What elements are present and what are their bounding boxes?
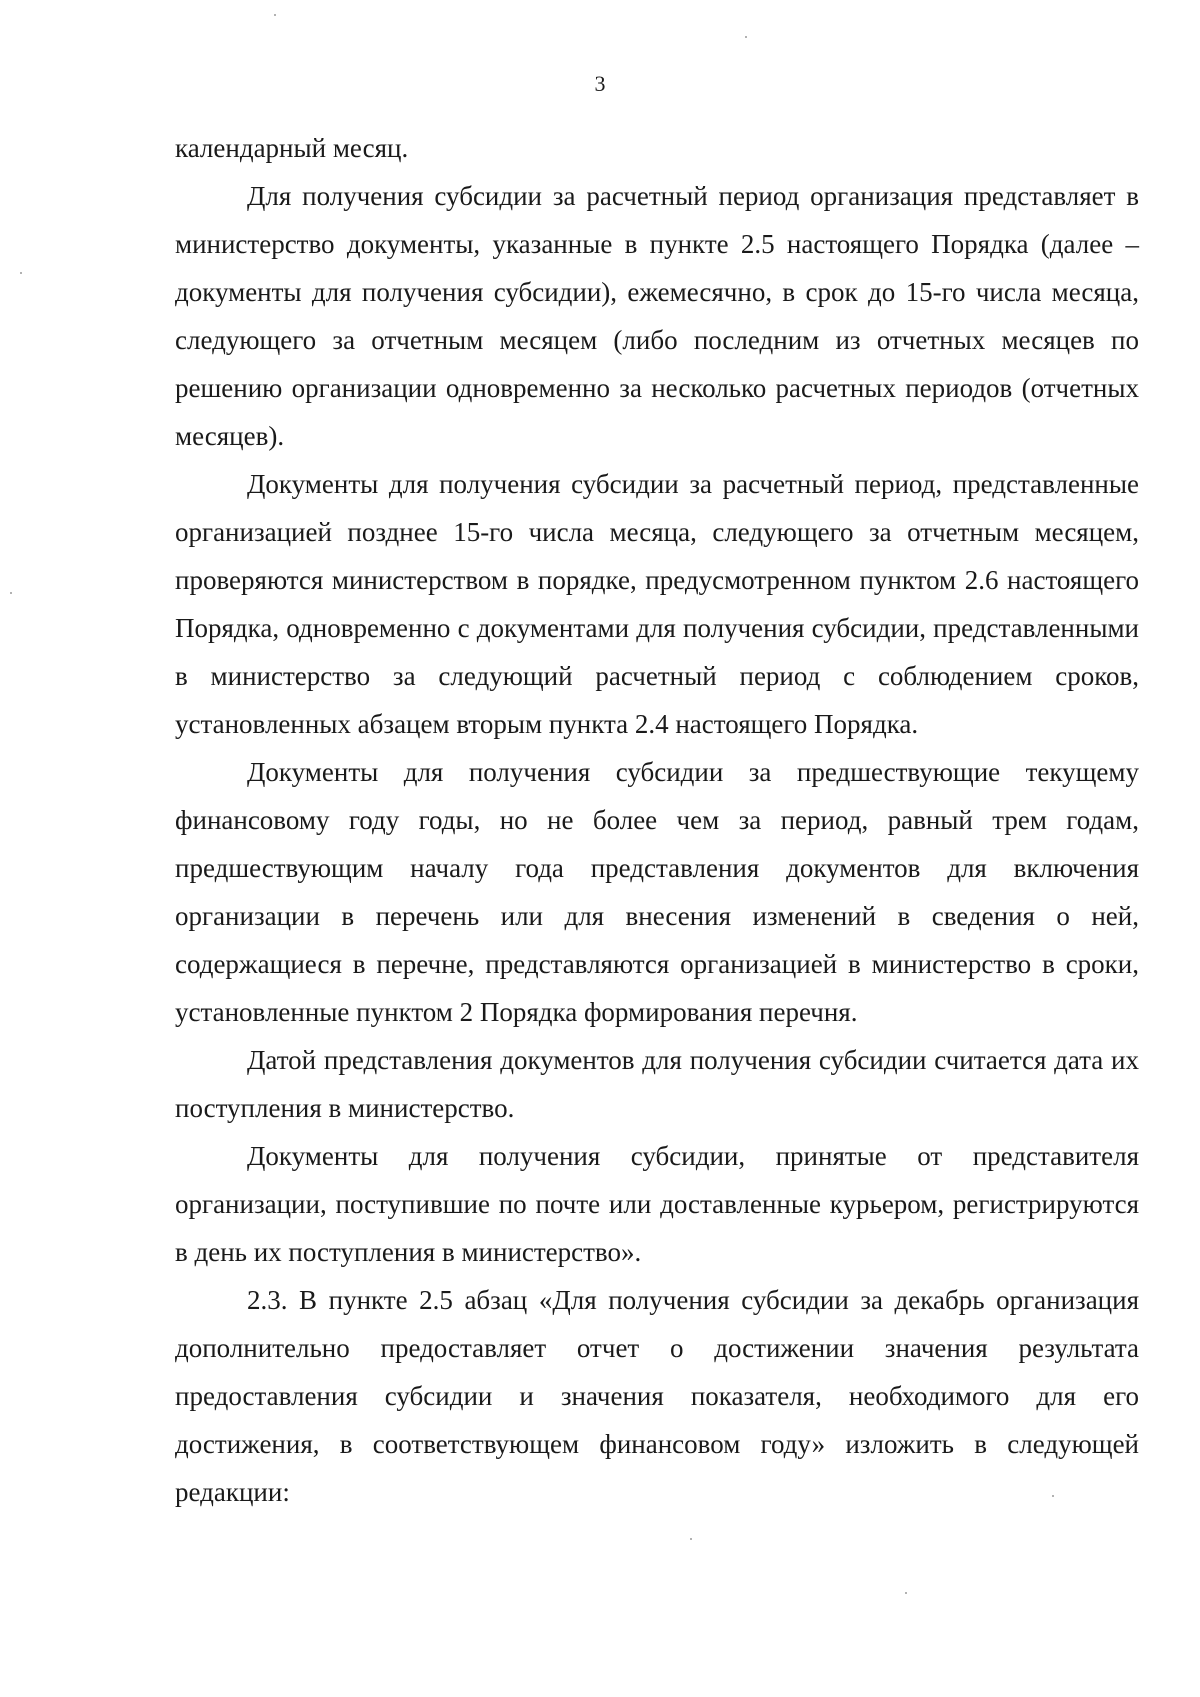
paragraph-amendment: 2.3. В пункте 2.5 абзац «Для получения субсидии за декабрь организация дополнительно предоставляет отчет о достижении значения результата предоставления субсидии и значения показателя, необходимого для его достижения, в соответствующем финансовом году» изложить в следующей редакции:: [175, 1285, 1139, 1507]
scan-speck: [690, 1538, 692, 1540]
paragraph-submission-deadline: Для получения субсидии за расчетный период организация представляет в министерство документы, указанные в пункте 2.5 настоящего Порядка (далее – документы для получения субсидии), ежемесячно, в срок до 15-го числа месяца, следующего за отчетным месяцем (либо последним из отчетных месяцев по решению организации одновременно за несколько расчетных периодов (отчетных месяцев).: [175, 181, 1139, 451]
paragraph-registration: Документы для получения субсидии, принятые от представителя организации, поступившие по почте или доставленные курьером, регистрируются в день их поступления в министерство».: [175, 1141, 1139, 1267]
paragraph-submission-date: Датой представления документов для получения субсидии считается дата их поступления в министерство.: [175, 1045, 1139, 1123]
scan-speck: [20, 272, 22, 274]
scan-speck: [905, 1592, 907, 1594]
scan-speck: [1052, 1495, 1054, 1497]
paragraph-continuation: календарный месяц.: [175, 133, 409, 163]
scan-speck: [10, 592, 12, 594]
paragraph-late-documents: Документы для получения субсидии за расчетный период, представленные организацией позднее 15-го числа месяца, следующего за отчетным месяцем, проверяются министерством в порядке, предусмотренном пунктом 2.6 настоящего Порядка, одновременно с документами для получения субсидии, представленными в министерство за следующий расчетный период с соблюдением сроков, установленных абзацем вторым пункта 2.4 настоящего Порядка.: [175, 469, 1139, 739]
scan-speck: [274, 14, 276, 16]
page-number: 3: [594, 71, 606, 96]
document-body: [175, 124, 1139, 1516]
paragraph-prior-years: Документы для получения субсидии за предшествующие текущему финансовому году годы, но не более чем за период, равный трем годам, предшествующим началу года представления документов для включения организации в перечень или для внесения изменений в сведения о ней, содержащиеся в перечне, представляются организацией в министерство в сроки, установленные пунктом 2 Порядка формирования перечня.: [175, 757, 1139, 1027]
scan-speck: [745, 36, 747, 38]
